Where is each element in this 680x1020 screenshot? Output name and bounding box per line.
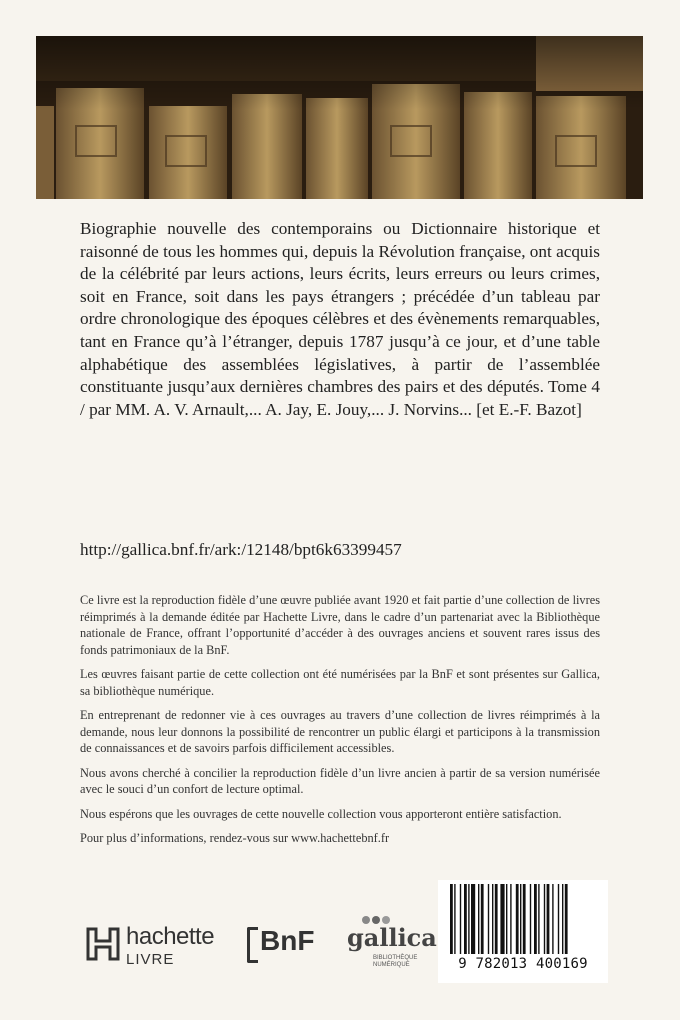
barcode-number: 9 782013 400169 [458,956,588,972]
publisher-notice [80,592,600,855]
hachette-livre-logo [86,923,226,973]
gallica-wordmark: gallica [347,923,437,952]
barcode-bars [438,880,608,956]
hachette-wordmark: hachette [126,923,215,950]
livre-wordmark: LIVRE [126,951,175,968]
notice-paragraph-1: Ce livre est la reproduction fidèle d’une œuvre publiée avant 1920 et fait partie d’une collection de livres réimprimés à la demande éditée par Hachette Livre, dans le cadre d’un partenariat avec la Bibliothèque nationale de France, offrant l’opportunité d’accéder à des ouvrages anciens et souvent rares issus des fonds patrimoniaux de la BnF. [80,593,600,657]
notice-paragraph-4: Nous avons cherché à concilier la reproduction fidèle d’un livre ancien à partir de sa version numérisée avec le souci d’un confort de lecture optimal. [80,765,600,796]
bnf-wordmark: BnF [260,925,315,956]
bnf-logo [247,925,327,965]
book-title-block: Biographie nouvelle des contemporains ou Dictionnaire historique et raisonné de tous les hommes qui, depuis la Révolution française, ont acquis de la célébrité par leurs actions, leurs écrits, leurs erreurs ou leurs crimes, soit en France, soit dans les pays étrangers ; précédée d’un tableau par ordre chronologique des époques célèbres et des évènements remarquables, tant en France qu’à l’étranger, depuis 1787 jusqu’à ce jour, et d’une table alphabétique des assemblées législatives, à partir de l’assemblée constituante jusqu’aux dernières chambres des pairs et des députés. Tome 4 / par MM. A. V. Arnault,... A. Jay, E. Jouy,... J. Norvins... [et E.-F. Bazot] [80,219,600,419]
notice-paragraph-3: En entreprenant de redonner vie à ces ouvrages au travers d’une collection de livres réimprimés à la demande, nous leur donnons la possibilité de rencontrer un public élargi et participons à la transmission de connaissances et de savoirs parfois difficilement accessibles. [80,708,600,755]
gallica-logo [347,915,437,975]
book-spines-illustration [36,36,643,199]
isbn-barcode [438,880,608,983]
bnf-bracket-icon [247,927,258,963]
gallica-subtitle-1: BIBLIOTHÈQUE [373,955,418,961]
hachette-h-icon [86,927,120,961]
notice-paragraph-5: Nous espérons que les ouvrages de cette nouvelle collection vous apporteront entière satisfaction. [80,806,562,821]
notice-paragraph-6: Pour plus d’informations, rendez-vous sur www.hachettebnf.fr [80,831,390,845]
gallica-ark-url[interactable]: http://gallica.bnf.fr/ark:/12148/bpt6k63399457 [80,540,402,559]
gallica-subtitle-2: NUMÉRIQUE [373,962,410,968]
cover-photo-old-books [36,36,643,199]
notice-paragraph-2: Les œuvres faisant partie de cette collection ont été numérisées par la BnF et sont présentes sur Gallica, sa bibliothèque numérique. [80,667,600,698]
